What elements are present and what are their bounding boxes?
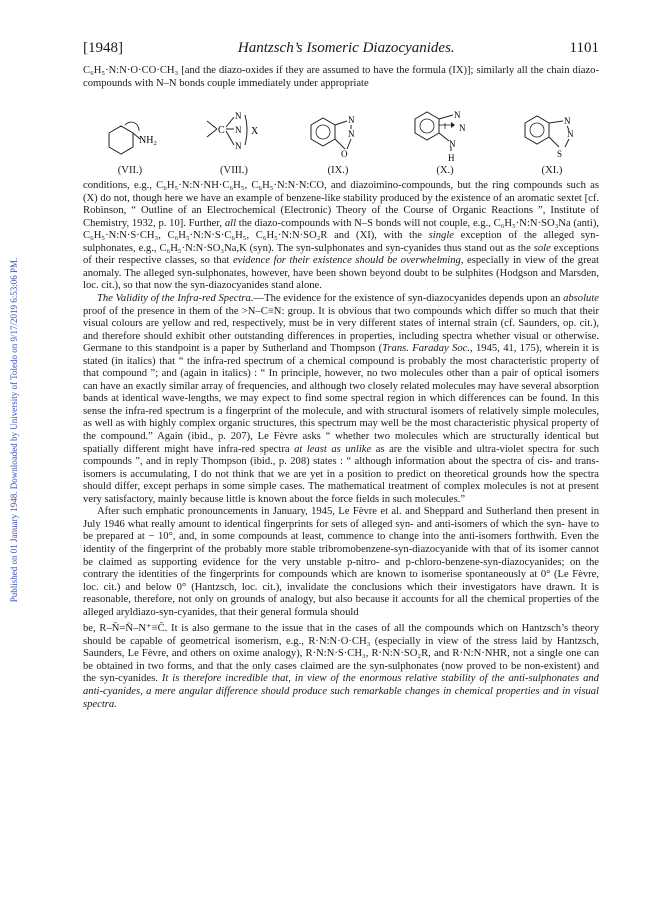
paragraph-2-text-b: proof of the presence in them of the >N–C≡N: group. It is obvious that two compounds which differ so much that their visual colours are yellow and red, respectively, must be in very different states of internal strain (cf. Saunders, op. cit.), and therefore should exhibit other outstanding differences in properties, including spectra whether visual or otherwise. Germane to this standpoint is a paper by Sutherland and Thompson ( [83,305,599,355]
paragraph-2-text-c: , 1945, 41, 175), wherein it is stated (in italics) that “ the infra-red spectrum of a chemical compound is probably the most characteristic property of that compound ”; and (again in italics) : “ In principle, however, no two molecules other than a pair of optical isomers can have an exactly similar array of frequencies, and although two closely related molecules may have several absorption bands at identical wave-lengths, we may expect to find some spectral region in which differences can be found. In this sense the infra-red spectrum is a fingerprint of the molecule, and with structural isomers of relatively simple molecules, as well as with highly complex organic structures, this spectrum may well be the most characteristic physical property of the compound.” Again (ibid., p. 207), Le Fèvre asks “ whether two molecules which are structurally identical but spatially different might have infra-red spectra [83,343,599,455]
structure-ix-oxygen: O [341,149,348,160]
paragraph-4-conclusion: It is therefore incredible that, in view of the enormous relative stability of the anti-sulphonates and anti-cyanides, a mere angular difference should produce such remarkable changes in chemical properties and in visual spectra. [83,673,599,710]
paragraph-1 [83,180,599,293]
svg-text:N: N [235,141,242,152]
paragraph-4 [83,623,599,711]
structure-viii-drawing [199,101,269,163]
structure-vii-label: (VII.) [117,165,143,177]
svg-text:N: N [454,110,461,121]
svg-text:N: N [235,111,242,122]
paragraph-2-absolute: absolute [563,293,599,305]
structure-x-label: (X.) [436,165,454,177]
paragraph-4-text-a: be, R–N̄=N̈–N⁺≡C̄. It is also germane to the issue that in the cases of all the compounds which on Hantzsch’s theory should be capable of geometrical isomerism, e.g., R·N:N·O·CH₃ (especially in view of the stress laid by Hantzsch, Saunders, Le Fèvre, and others on oxime analogy), R·N:N·S·CH₃, R·N:N·SO₂R, and R·N:N·NHR, not a single one can be obtained in two forms, and that the only cases claimed are the syn-sulphonates (now proved to be non-existent) and the syn-cyanides. [83,623,599,685]
paragraph-1-single: single [428,230,454,242]
section-heading-infrared: The Validity of the Infra-red Spectra. [97,293,254,305]
header-page-number: 1101 [569,40,599,56]
svg-text:N: N [235,125,242,136]
structure-ix-drawing [303,105,373,163]
svg-text:N: N [449,139,456,150]
paragraph-1-overwhelming: evidence for their existence should be overwhelming [232,255,461,267]
structure-x-hydrogen: H [448,153,455,164]
download-watermark: Published on 01 January 1948. Downloaded by University of Toledo on 9/17/2019 6:53:06 PM. [9,257,19,603]
paragraph-1-text-a: conditions, e.g., C₆H₅·N:N·NH·C₆H₅, C₆H₅·N:N·N:CO, and diazoimino-compounds, but the ring compounds such as (X) do not, though here we have an example of benzene-like stability produced by the existence of an aromatic sextet [cf. Robinson, “ Outline of an Electrochemical (Electronic) Theory of the Course of Organic Reactions ”, Institute of Chemistry, 1932, p. 10]. Further, [83,180,599,229]
paragraph-1-text-d: exceptions of their respective classes, so that [83,242,599,267]
svg-text:N: N [567,129,574,140]
svg-text:N: N [564,116,571,127]
intro-paragraph: C₆H₅·N:N·O·CO·CH₃ [and the diazo-oxides if they are assumed to have the formula (IX)]; similarly all the chain diazo-compounds with N–N bonds couple immediately under appropriate [83,65,599,89]
structure-xi-drawing [517,105,587,163]
structure-vii-amine: NH₂ [139,135,157,147]
paragraph-2-text-a: —The evidence for the existence of syn-diazocyanides depends upon an [253,293,564,305]
structure-x [407,101,483,176]
structure-viii-x: X [251,126,259,138]
structure-viii-label: (VIII.) [220,165,248,177]
svg-text:N: N [348,129,355,140]
structure-vii-drawing [95,115,165,163]
structure-xi-sulphur: S [557,149,563,160]
paragraph-1-all: all [224,217,237,229]
paragraph-2-unlike: at least as unlike [294,443,372,455]
running-header [83,40,599,57]
paragraph-2 [83,293,599,506]
paragraph-2-text-d: as are the visible and ultra-violet spectra for such compounds ”, and in reply Thompson (ibid., p. 208) states : “ although information about the spectra of cis- and trans-isomers is accumulating, I do not think that we are yet in a position to predict on theoretical grounds how the spectra should differ, except perhaps in some simple cases. The mathematical treatment of complex molecules is not at present very satisfactory, mainly because little is known about the force fields in such molecules.” [83,443,599,505]
header-title: Hantzsch’s Isomeric Diazocyanides. [237,40,455,56]
structure-xi-label: (XI.) [541,165,563,177]
structure-viii [199,101,269,176]
svg-text:N: N [348,115,355,126]
structure-ix [303,105,373,176]
svg-text:N: N [459,123,466,134]
paper-page [83,40,599,711]
paragraph-1-text-c: exception of the alleged syn-sulphonates, e.g., C₆H₅·N:N·SO₃Na,K (syn). The syn-sulphonates and syn-cyanides thus stand out as the [83,230,599,254]
paragraph-3: After such emphatic pronouncements in January, 1945, Le Fèvre et al. and Sheppard and Sutherland then present in July 1946 what really amount to identical fingerprints for sets of alleged syn- and anti-isomers of which the syn- have to be prepared at − 10°, and, in some compounds at least, commence to change into the anti-isomers forthwith. Even the identity of the fingerprint of the probably more stable tribromobenzene-syn-diazocyanide with that of its isomer cannot be claimed as supporting evidence for the very unstable p-nitro- and p-chloro-benzene-syn-diazocyanides; on the contrary the identities of the fingerprints for compounds which are known to isomerise spontaneously at 0° (Le Fèvre, loc. cit.) and below 0° (Hantzsch, loc. cit.), invalidate the conclusions which their investigators have drawn. It is reasonable, therefore, not only on grounds of analogy, but also because it accounts for all the chemical properties of the alleged aryldiazo-syn-cyanides, that their general formula should [83,506,599,618]
structure-xi [517,105,587,176]
structure-formulae-row [83,92,599,176]
header-year: [1948] [83,40,123,56]
structure-ix-label: (IX.) [327,165,349,177]
paragraph-1-text-e: , especially in view of the great anomaly. The alleged syn-sulphonates, however, have been shown beyond doubt to be sulphites (Hodgson and Marsden, loc. cit.), so that now the syn-diazocyanides stand alone. [83,255,599,292]
paragraph-2-journal: Trans. Faraday Soc. [382,343,471,355]
structure-vii [95,115,165,176]
svg-text:C: C [218,125,225,137]
structure-x-drawing [407,101,483,163]
paragraph-1-sole: sole [533,242,551,254]
paragraph-1-text-b: the diazo-compounds with N–S bonds will not couple, e.g., C₆H₅·N:N·SO₃Na (anti), C₆H₅·N:N·S·CH₃, C₆H₅·N:N·S·C₆H₅, C₆H₅·N:N·SO₂R and (XI), with the [83,217,599,242]
